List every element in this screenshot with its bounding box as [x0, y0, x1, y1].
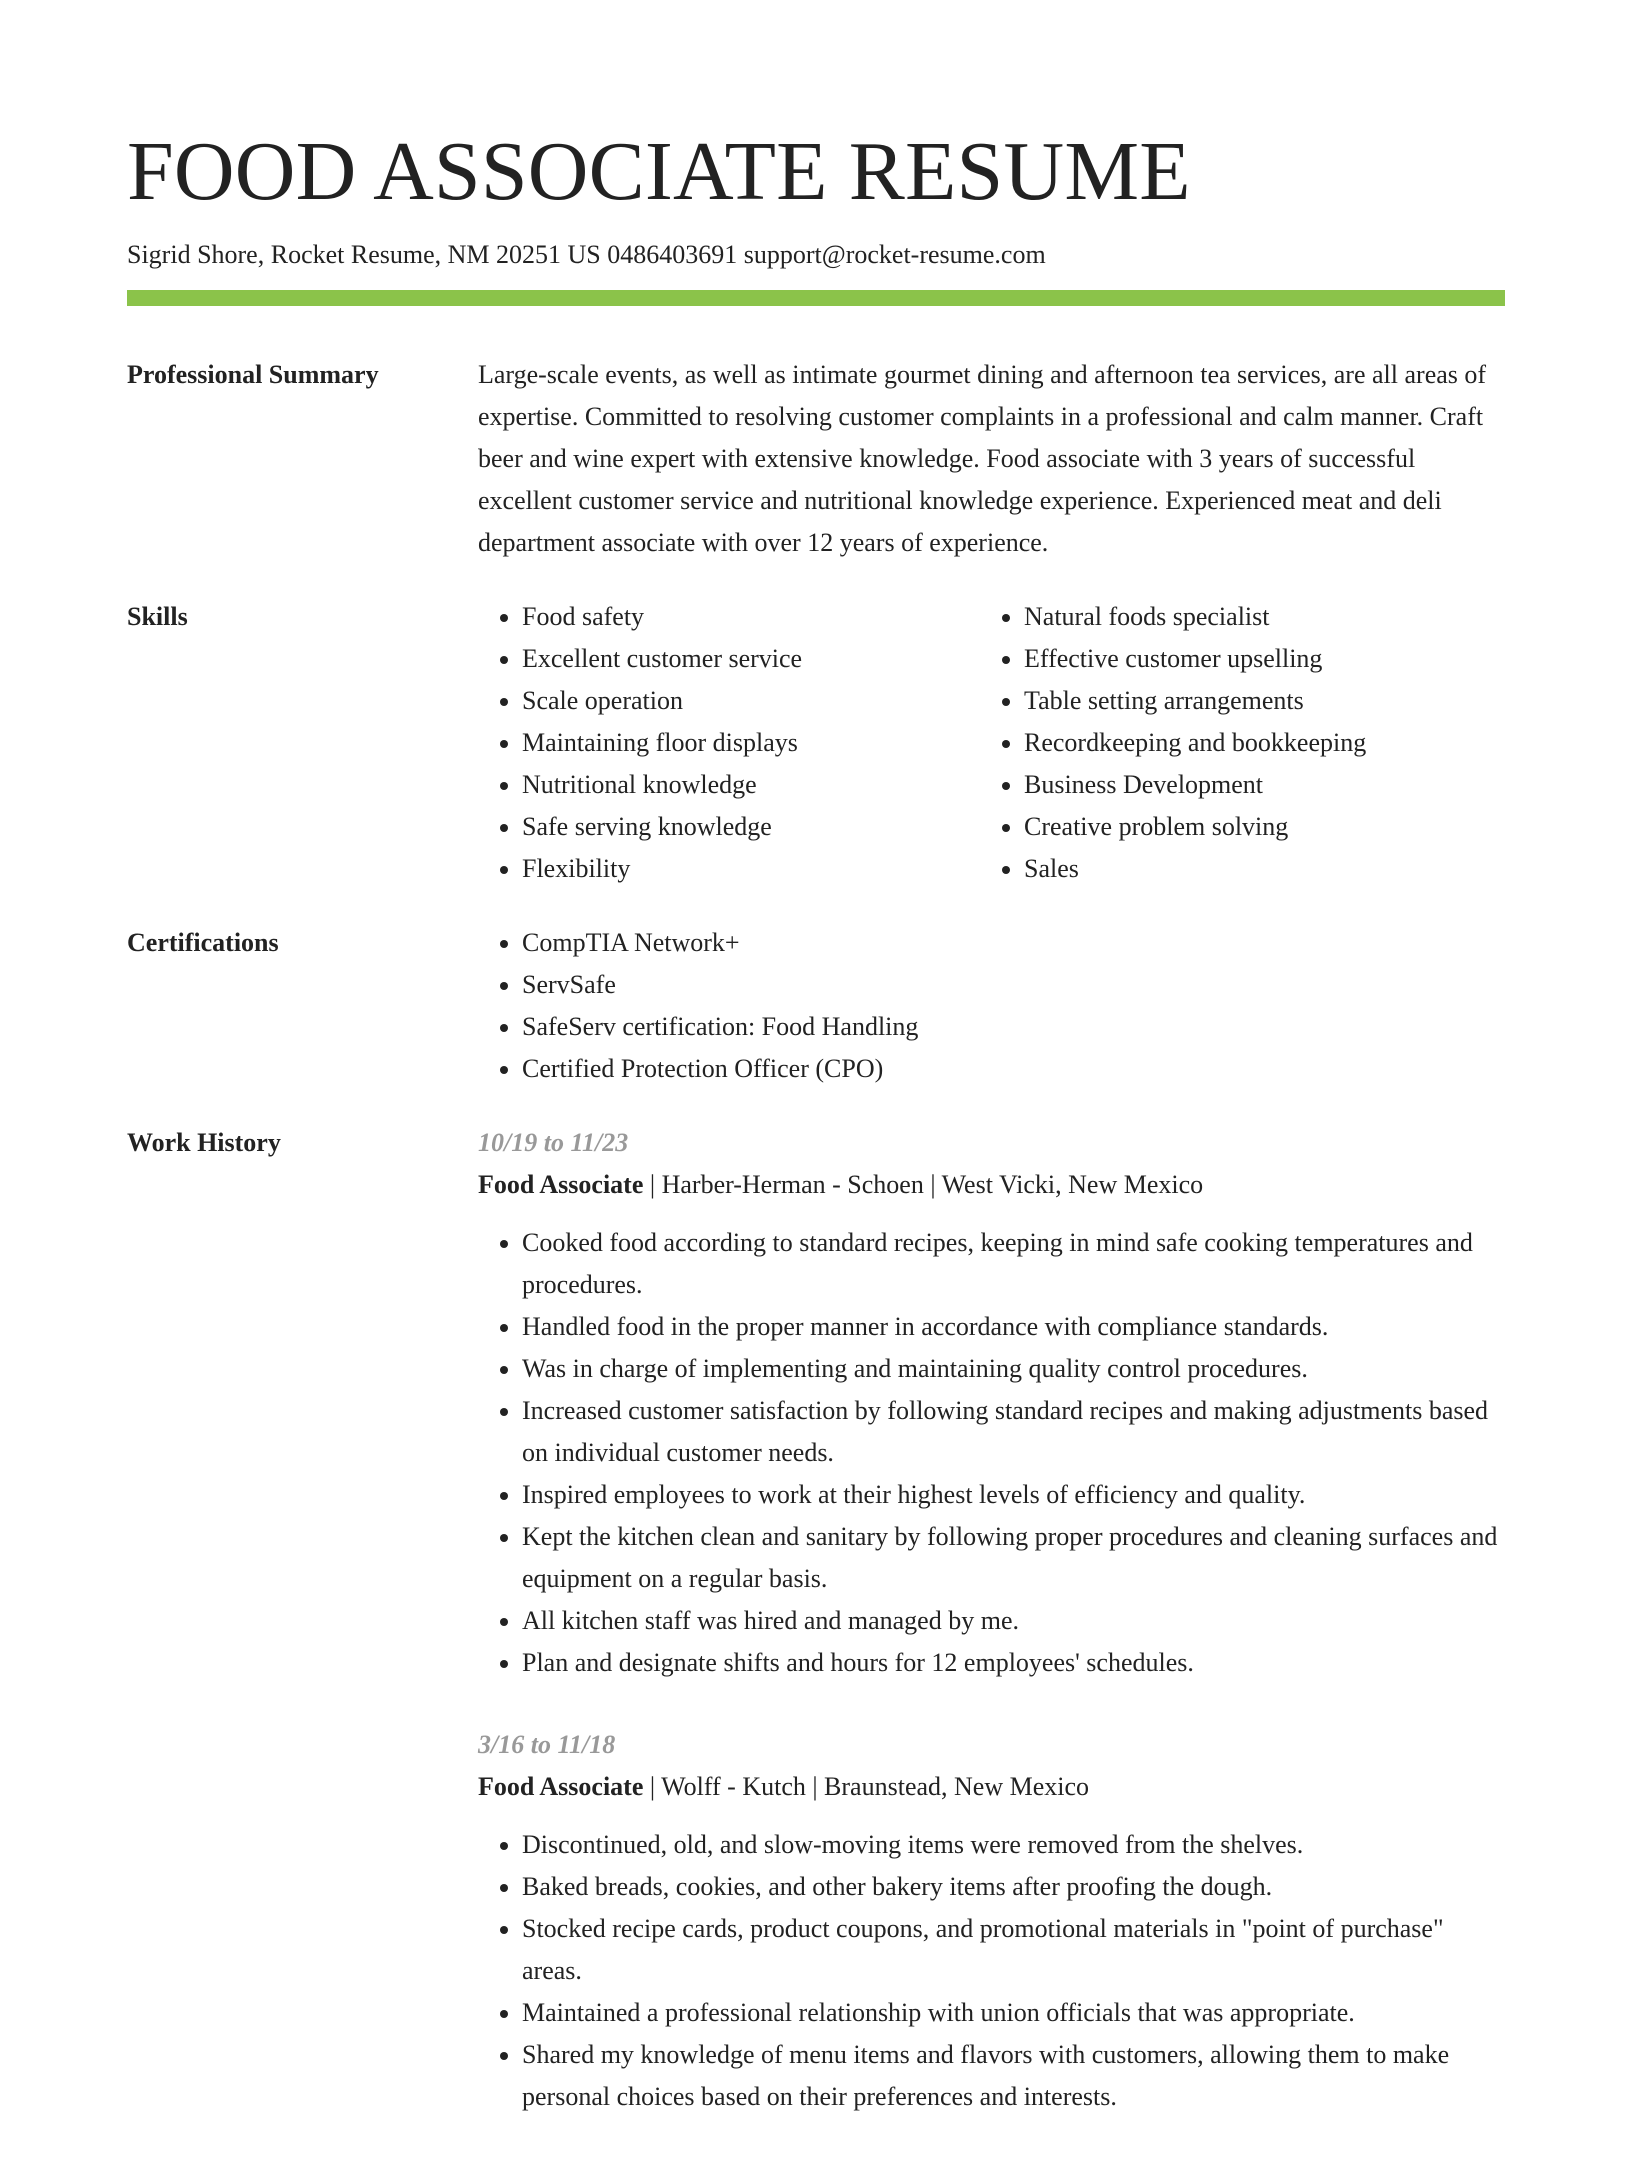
contact-info: Sigrid Shore, Rocket Resume, NM 20251 US 0486403691 support@rocket-resume.com — [127, 240, 1046, 269]
skill-item: • Maintaining floor displays — [522, 722, 980, 764]
job-title: Food Associate — [478, 1772, 644, 1801]
skills-body — [478, 596, 1505, 890]
skill-item: • Natural foods specialist — [1024, 596, 1482, 638]
job-title: Food Associate — [478, 1170, 644, 1199]
certifications-body — [478, 922, 1505, 1090]
skill-item: • Business Development — [1024, 764, 1482, 806]
job-bullets — [478, 1222, 1505, 1684]
summary-text: Large-scale events, as well as intimate gourmet dining and afternoon tea services, are all areas of expertise. Committed to resolving customer complaints in a professional and calm manner. Craft beer and wine expert with extensive knowledge. Food associate with 3 years of successful excellent customer service and nutritional knowledge experience. Experienced meat and deli department associate with over 12 years of experience. — [478, 360, 1487, 557]
skill-item: • Flexibility — [522, 848, 980, 890]
job-entry — [478, 1122, 1505, 1684]
skills-section — [127, 596, 1505, 890]
job-bullet: • Was in charge of implementing and maintaining quality control procedures. — [522, 1348, 1505, 1390]
job-bullet: • Kept the kitchen clean and sanitary by following proper procedures and cleaning surfaces and equipment on a regular basis. — [522, 1516, 1505, 1600]
job-details: | Harber-Herman - Schoen | West Vicki, New Mexico — [643, 1170, 1204, 1199]
certification-item: • SafeServ certification: Food Handling — [522, 1006, 1505, 1048]
job-bullet: • Maintained a professional relationship with union officials that was appropriate. — [522, 1992, 1505, 2034]
certifications-label: Certifications — [127, 928, 279, 957]
certification-item: • Certified Protection Officer (CPO) — [522, 1048, 1505, 1090]
certification-item: • CompTIA Network+ — [522, 922, 1505, 964]
skill-item: • Safe serving knowledge — [522, 806, 980, 848]
job-bullet: • Shared my knowledge of menu items and flavors with customers, allowing them to make personal choices based on their preferences and interests. — [522, 2034, 1505, 2118]
job-bullets — [478, 1824, 1505, 2118]
job-bullet: • Handled food in the proper manner in accordance with compliance standards. — [522, 1306, 1505, 1348]
skill-item: • Recordkeeping and bookkeeping — [1024, 722, 1482, 764]
skill-item: • Excellent customer service — [522, 638, 980, 680]
certifications-list — [478, 922, 1505, 1090]
job-details: | Wolff - Kutch | Braunstead, New Mexico — [643, 1772, 1090, 1801]
skill-item: • Sales — [1024, 848, 1482, 890]
skill-item: • Scale operation — [522, 680, 980, 722]
job-bullet: • Discontinued, old, and slow-moving items were removed from the shelves. — [522, 1824, 1505, 1866]
job-dates: 10/19 to 11/23 — [478, 1128, 629, 1157]
summary-body — [478, 354, 1505, 564]
skills-column-right — [980, 596, 1482, 890]
work-history-section — [127, 1122, 1505, 2158]
skill-item: • Table setting arrangements — [1024, 680, 1482, 722]
skills-column-left — [478, 596, 980, 890]
job-bullet: • Inspired employees to work at their highest levels of efficiency and quality. — [522, 1474, 1505, 1516]
job-dates: 3/16 to 11/18 — [478, 1730, 616, 1759]
summary-section — [127, 354, 1505, 564]
job-entry — [478, 1724, 1505, 2118]
header-divider — [127, 290, 1505, 306]
job-bullet: • Baked breads, cookies, and other bakery items after proofing the dough. — [522, 1866, 1505, 1908]
skill-item: • Effective customer upselling — [1024, 638, 1482, 680]
job-bullet: • Increased customer satisfaction by following standard recipes and making adjustments based on individual customer needs. — [522, 1390, 1505, 1474]
summary-label: Professional Summary — [127, 360, 379, 389]
work-history-body — [478, 1122, 1505, 2158]
job-heading — [478, 1164, 1505, 1206]
job-bullet: • All kitchen staff was hired and managed by me. — [522, 1600, 1505, 1642]
certifications-section — [127, 922, 1505, 1090]
job-heading — [478, 1766, 1505, 1808]
skill-item: • Food safety — [522, 596, 980, 638]
job-bullet: • Plan and designate shifts and hours for 12 employees' schedules. — [522, 1642, 1505, 1684]
job-bullet: • Cooked food according to standard recipes, keeping in mind safe cooking temperatures and procedures. — [522, 1222, 1505, 1306]
skill-item: • Creative problem solving — [1024, 806, 1482, 848]
skills-list-left — [478, 596, 980, 890]
resume-title: FOOD ASSOCIATE RESUME — [127, 125, 1191, 218]
certification-item: • ServSafe — [522, 964, 1505, 1006]
skills-label: Skills — [127, 602, 188, 631]
skills-list-right — [980, 596, 1482, 890]
job-bullet: • Stocked recipe cards, product coupons, and promotional materials in "point of purchase" areas. — [522, 1908, 1505, 1992]
skill-item: • Nutritional knowledge — [522, 764, 980, 806]
work-history-label: Work History — [127, 1128, 281, 1157]
